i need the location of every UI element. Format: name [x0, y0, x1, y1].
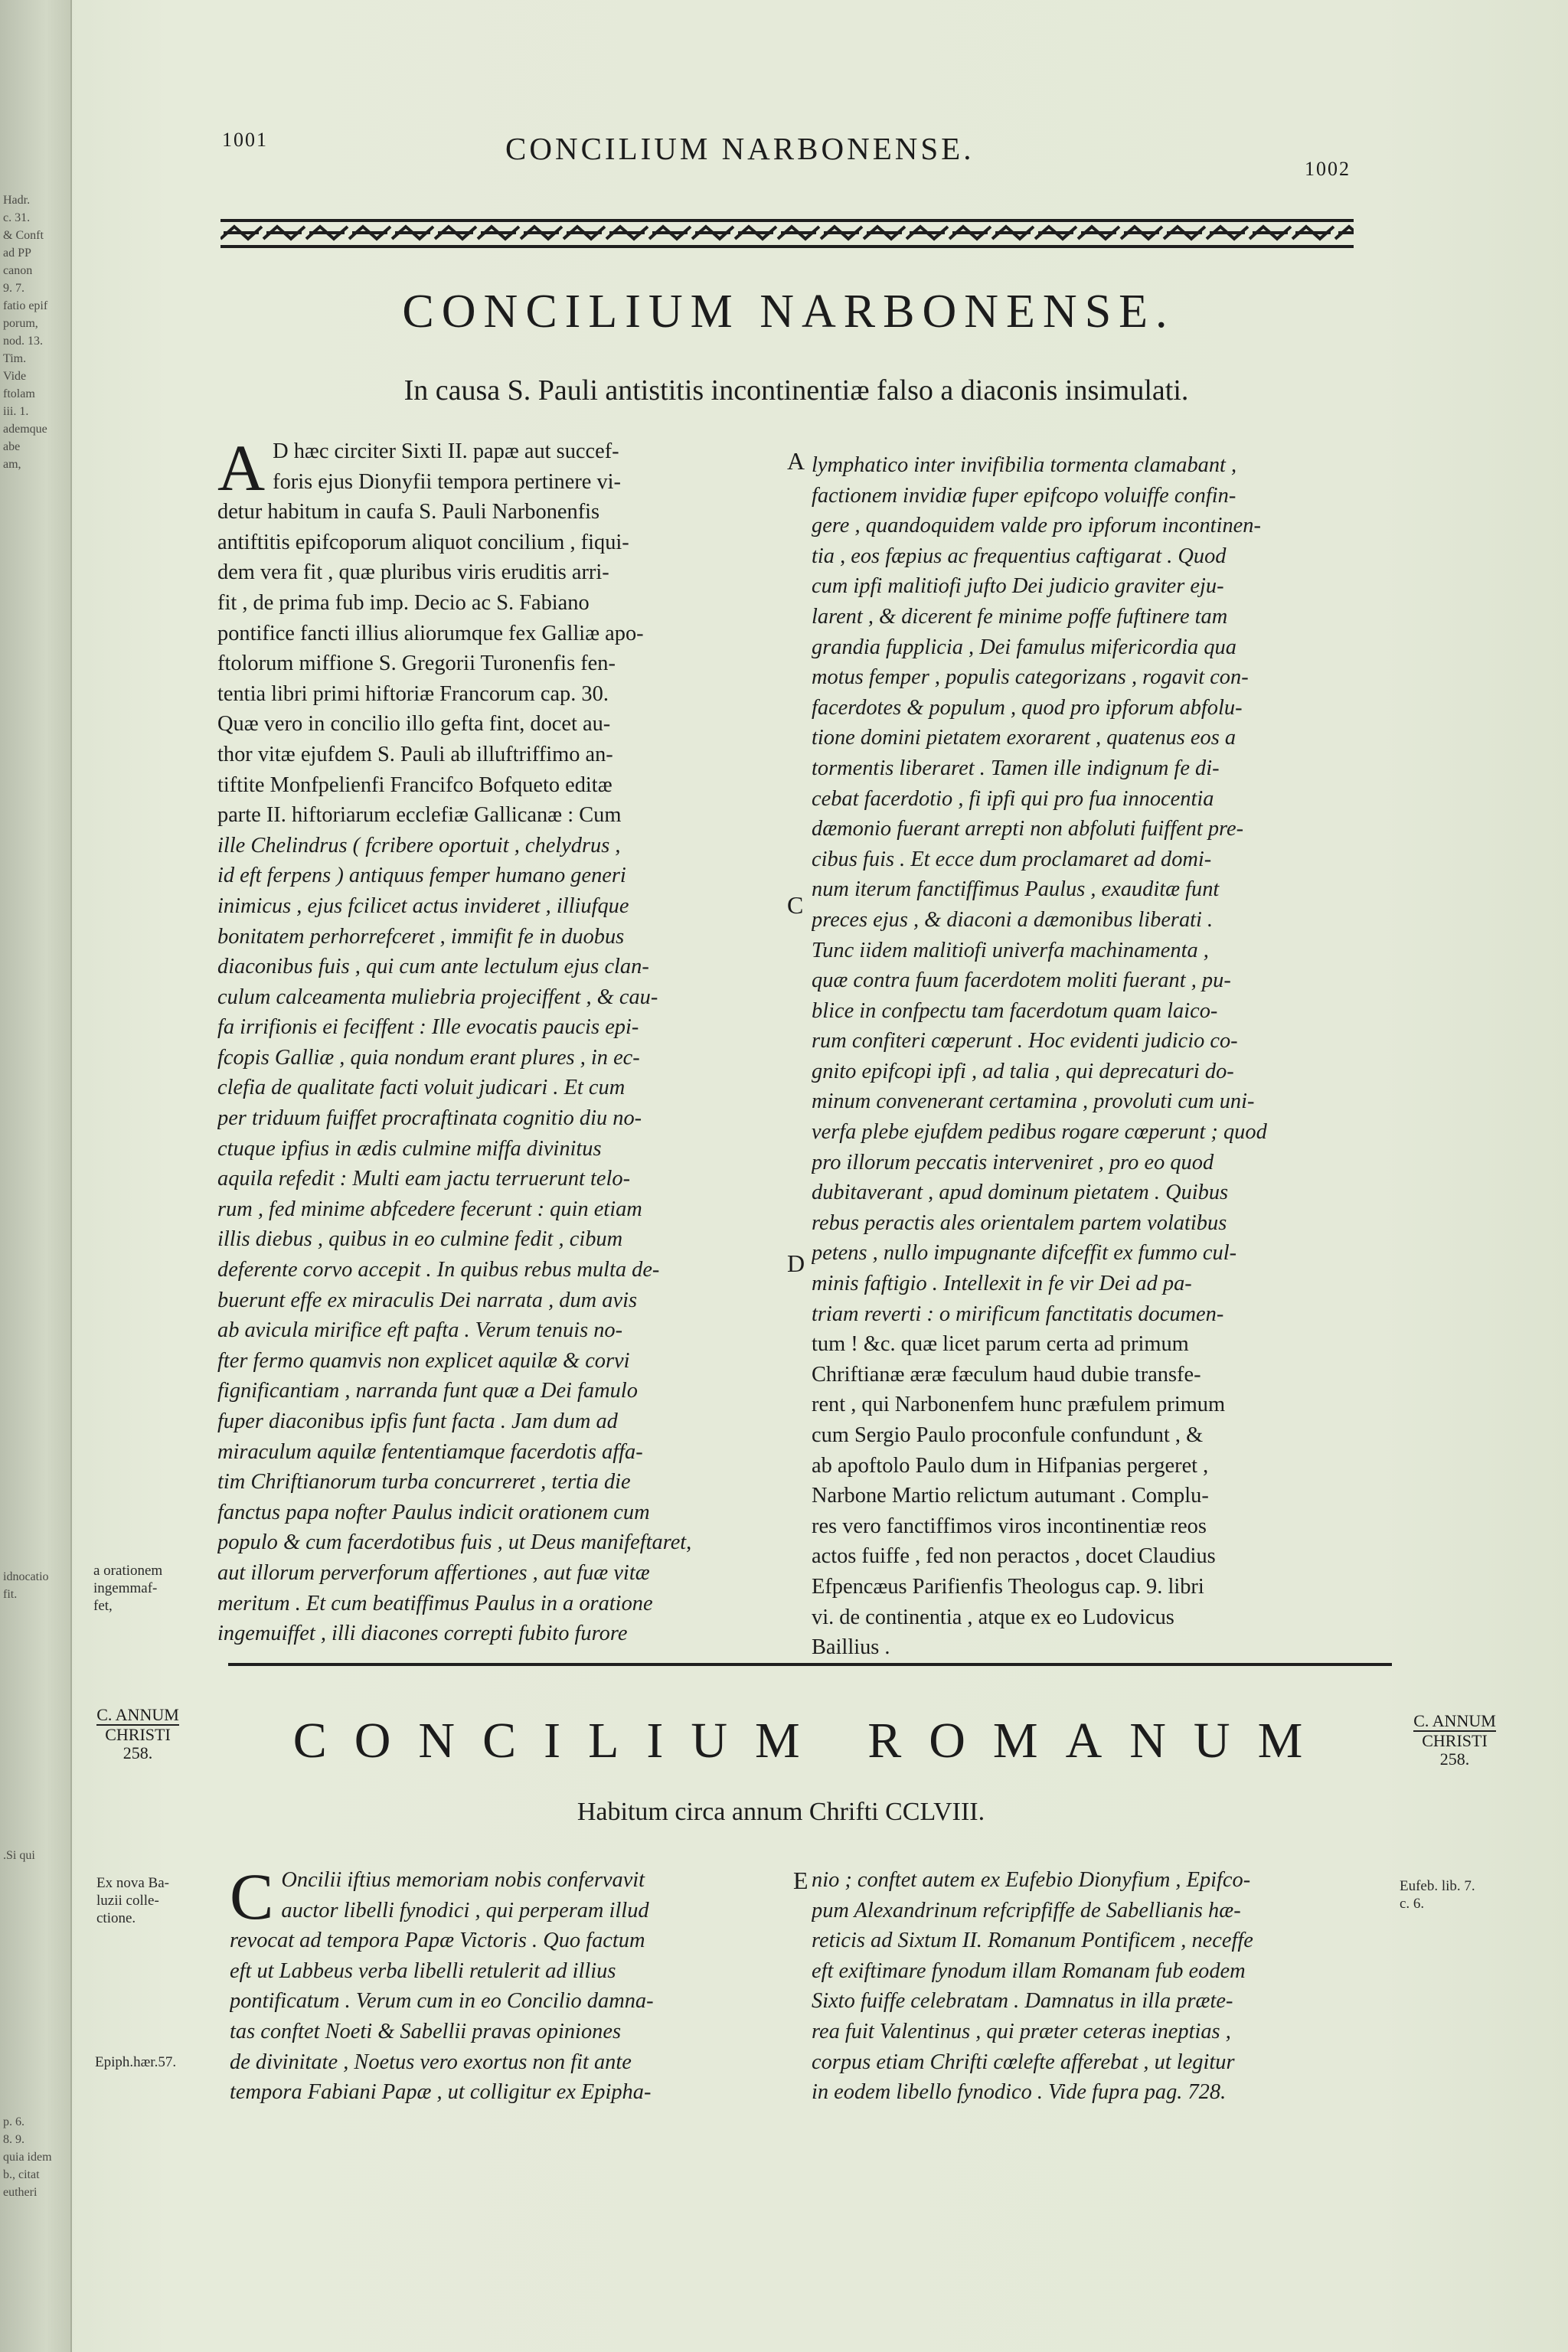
subtitle-prefix: Habitum circa annum Chrifti — [577, 1798, 879, 1826]
bleed-line: b., citat — [3, 2168, 40, 2181]
bleed-line: am, — [3, 458, 21, 471]
text-line: tiftite Monfpelienfi Francifco Bofqueto editæ — [217, 773, 612, 797]
bleed-line: quia idem — [3, 2151, 52, 2164]
text-line: ab apoftolo Paulo dum in Hifpanias pergeret , — [812, 1453, 1209, 1478]
section-title-narbonense: CONCILIUM NARBONENSE. — [402, 286, 1175, 338]
text-line: corpus etiam Chrifti cœlefte afferebat , ut legitur — [812, 2050, 1235, 2074]
text-line: rea fuit Valentinus , qui præter ceteras ineptias , — [812, 2019, 1231, 2043]
margin-note-epiphanius: Epiph.hær.57. — [95, 2054, 177, 2070]
text-line: res vero fanctiffimos viros incontinentiæ reos — [812, 1514, 1207, 1538]
section-letter-a: A — [787, 447, 805, 475]
bleed-line: 9. 7. — [3, 282, 24, 295]
bleed-line: fit. — [3, 1588, 18, 1601]
text-line: ille Chelindrus ( fcribere oportuit , chelydrus , — [217, 833, 621, 858]
narbonense-right-column — [812, 450, 1387, 1663]
text-line: quæ contra fuum facerdotem moliti fuerant , pu- — [812, 969, 1231, 993]
text-line: illis diebus , quibus in eo culmine fedit , cibum — [217, 1227, 623, 1252]
text-line: grandia fupplicia , Dei famulus mifericordia qua — [812, 635, 1236, 659]
margin-note-line: fet, — [93, 1598, 113, 1614]
annum-christi-left — [92, 1706, 184, 1762]
annum-line: C. ANNUM — [1413, 1711, 1496, 1730]
text-line: dubitaverant , apud dominum pietatem . Quibus — [812, 1181, 1229, 1205]
text-line: Chriftianæ æræ fæculum haud dubie transfe- — [812, 1362, 1201, 1387]
text-line: ctuque ipfius in ædis culmine miffa divinitus — [217, 1136, 602, 1161]
margin-note-line: ingemmaf- — [93, 1580, 158, 1596]
text-line: facerdotes & populum , quod pro ipforum abfolu- — [812, 695, 1243, 720]
text-line: dem vera fit , quæ pluribus viris eruditis arri- — [217, 560, 609, 585]
text-line: fa irrifionis ei feciffent : Ille evocatis paucis epi- — [217, 1015, 639, 1040]
bleed-line: Hadr. — [3, 194, 31, 207]
text-line: fit , de prima fub imp. Decio ac S. Fabiano — [217, 590, 590, 615]
romanum-left-column — [230, 1860, 793, 2108]
text-line: motus femper , populis categorizans , rogavit con- — [812, 665, 1249, 690]
text-line: ab avicula mirifice eft pafta . Verum tenuis no- — [217, 1318, 623, 1343]
text-line: fuper diaconibus ipfis funt facta . Jam dum ad — [217, 1410, 618, 1433]
text-line: de divinitate , Noetus vero exortus non fit ante — [230, 2050, 632, 2074]
bleed-line: nod. 13. — [3, 335, 43, 348]
bleed-line: porum, — [3, 317, 38, 330]
text-line: miraculum aquilæ fententiamque facerdotis affa- — [217, 1439, 643, 1464]
text-line: antiftitis epifcoporum aliquot concilium , fiqui- — [217, 530, 629, 554]
text-line: diaconibus fuis , qui cum ante lectulum ejus clan- — [217, 955, 649, 979]
text-line: minum convenerant certamina , provoluti cum uni- — [812, 1089, 1255, 1114]
facing-page-bleed-text-bottom — [3, 2113, 52, 2201]
section-letter-e: E — [793, 1867, 808, 1894]
text-line: eft exiftimare fynodum illam Romanam fub eodem — [812, 1958, 1246, 1983]
margin-note-line: c. 6. — [1400, 1896, 1425, 1912]
text-line: tum ! &c. quæ licet parum certa ad primum — [812, 1332, 1189, 1357]
right-page-number: 1002 — [1305, 158, 1351, 180]
text-line: foris ejus Dionyfii tempora pertinere vi- — [273, 469, 622, 494]
annum-line: CHRISTI — [1422, 1731, 1488, 1750]
text-line: cum Sergio Paulo proconfule confundunt , & — [812, 1423, 1204, 1447]
text-line: lymphatico inter invifibilia tormenta clamabant , — [812, 453, 1237, 477]
annum-line: CHRISTI — [105, 1725, 171, 1744]
text-line: triam reverti : o mirificum fanctitatis documen- — [812, 1302, 1224, 1326]
text-line: Quæ vero in concilio illo gefta fint, docet au- — [217, 712, 611, 737]
bleed-line: canon — [3, 264, 33, 277]
text-line: per triduum fuiffet procraftinata cognitio diu no- — [217, 1106, 642, 1131]
section-divider-rule — [228, 1663, 1392, 1666]
text-line: revocat ad tempora Papæ Victoris . Quo factum — [230, 1929, 645, 1953]
margin-note-line: ctione. — [96, 1910, 136, 1926]
text-line: dæmonio fuerant arrepti non abfoluti fuiffent pre- — [812, 817, 1244, 841]
margin-note-orationem — [93, 1562, 216, 1615]
text-line: populo & cum facerdotibus fuis , ut Deus manifeftaret, — [217, 1530, 692, 1555]
section-subtitle-narbonense: In causa S. Pauli antistitis incontinentiæ falso a diaconis insimulati. — [403, 374, 1189, 407]
text-line: petens , nullo impugnante difceffit ex fummo cul- — [812, 1241, 1237, 1266]
text-line: eft ut Labbeus verba libelli retulerit ad illius — [230, 1958, 616, 1983]
text-line: cum ipfi malitiofi jufto Dei judicio graviter eju- — [812, 574, 1224, 599]
text-line: factionem invidiæ fuper epifcopo voluiffe confin- — [812, 483, 1236, 508]
text-line: id eft ferpens ) antiquus femper humano generi — [217, 864, 626, 888]
narbonense-left-column — [217, 431, 790, 1649]
text-line: tentia libri primi hiftoriæ Francorum cap. 30. — [217, 681, 609, 706]
text-line: reticis ad Sixtum II. Romanum Pontificem , neceffe — [812, 1929, 1253, 1953]
text-line: pontificatum . Verum cum in eo Concilio damna- — [230, 1989, 654, 2014]
text-line: num iterum fanctiffimus Paulus , exauditæ funt — [812, 877, 1220, 902]
text-line: pro illorum peccatis interveniret , pro eo quod — [812, 1150, 1214, 1174]
text-line: fanctus papa nofter Paulus indicit orationem cum — [217, 1500, 650, 1524]
annum-christi-right — [1393, 1712, 1516, 1769]
text-line: Oncilii iftius memoriam nobis confervavit — [281, 1868, 645, 1892]
subtitle-year: CCLVIII. — [885, 1798, 985, 1826]
text-line: deferente corvo accepit . In quibus rebus multa de- — [217, 1258, 660, 1282]
annum-line: 258. — [1439, 1749, 1470, 1769]
margin-note-eusebius — [1400, 1877, 1537, 1913]
text-line: detur habitum in caufa S. Pauli Narbonenfis — [217, 500, 600, 524]
bleed-line: iii. 1. — [3, 405, 29, 418]
facing-page-bleed-text-mid — [3, 1847, 35, 1864]
margin-note-line: luzii colle- — [96, 1893, 159, 1909]
text-line: Narbone Martio relictum autumant . Complu- — [812, 1484, 1209, 1508]
text-line: actos fuiffe , fed non peractos , docet Claudius — [812, 1544, 1216, 1569]
bleed-line: & Conft — [3, 229, 44, 242]
text-line: fcopis Galliæ , quia nondum erant plures , in ec- — [217, 1045, 640, 1070]
text-line: ingemuiffet , illi diacones correpti fubito furore — [217, 1622, 628, 1646]
text-line: rum confiteri cœperunt . Hoc evidenti judicio co- — [812, 1029, 1238, 1054]
margin-note-line: Ex nova Ba- — [96, 1875, 169, 1891]
text-line: auctor libelli fynodici , qui perperam illud — [281, 1898, 649, 1922]
bleed-line: 8. 9. — [3, 2133, 24, 2146]
facing-page-bleed-text-lower — [3, 1568, 49, 1603]
text-line: cibus fuis . Et ecce dum proclamaret ad domi- — [812, 847, 1212, 871]
text-line: gere , quandoquidem valde pro ipforum incontinen- — [812, 514, 1261, 538]
text-line: verfa plebe ejufdem pedibus rogare cœperunt ; quod — [812, 1120, 1267, 1145]
text-line: larent , & dicerent fe minime poffe fuftinere tam — [812, 604, 1228, 629]
text-line: buerunt effe ex miraculis Dei narrata , dum avis — [217, 1288, 638, 1312]
section-subtitle-romanum — [459, 1798, 1102, 1827]
text-line: aut illorum perverforum affertiones , aut fuæ vitæ — [217, 1560, 650, 1585]
text-line: Efpencæus Parifienfis Theologus cap. 9. libri — [812, 1574, 1204, 1599]
text-line: tim Chriftianorum turba concurreret , tertia die — [217, 1470, 631, 1494]
bleed-line: ademque — [3, 423, 47, 436]
drop-cap-a: A — [217, 431, 266, 505]
text-line: parte II. hiftoriarum ecclefiæ Gallicanæ : Cum — [217, 803, 622, 828]
bleed-line: ftolam — [3, 387, 35, 400]
text-line: meritum . Et cum beatiffimus Paulus in a oratione — [217, 1591, 653, 1615]
bleed-line: Vide — [3, 370, 27, 383]
margin-note-baluzii — [96, 1874, 219, 1927]
text-line: tione domini pietatem exorarent , quatenus eos a — [812, 726, 1236, 750]
facing-page-bleed-text — [3, 191, 47, 473]
text-line: fter fermo quamvis non explicet aquilæ & corvi — [217, 1348, 630, 1373]
section-letter-c: C — [787, 891, 804, 919]
text-line: tempora Fabiani Papæ , ut colligitur ex Epipha- — [230, 2080, 652, 2105]
text-line: gnito epifcopi ipfi , ad talia , qui deprecaturi do- — [812, 1059, 1234, 1083]
margin-note-line: Eufeb. lib. 7. — [1400, 1878, 1475, 1894]
bleed-line: .Si qui — [3, 1849, 35, 1862]
text-line: inimicus , ejus fcilicet actus invideret , illiufque — [217, 893, 629, 918]
text-line: cebat facerdotio , fi ipfi qui pro fua innocentia — [812, 786, 1214, 811]
margin-note-line: a orationem — [93, 1563, 163, 1579]
drop-cap-c: C — [230, 1860, 274, 1933]
text-line: rum , fed minime abfcedere fecerunt : quin etiam — [217, 1197, 642, 1221]
text-line: D hæc circiter Sixti II. papæ aut succef- — [273, 439, 619, 463]
bleed-line: ad PP — [3, 247, 31, 260]
annum-line: 258. — [122, 1743, 153, 1762]
bleed-line: eutheri — [3, 2186, 38, 2199]
text-line: rebus peractis ales orientalem partem volatibus — [812, 1210, 1227, 1235]
text-line: fignificantiam , narranda funt quæ a Dei famulo — [217, 1379, 638, 1403]
text-line: pontifice fancti illius aliorumque fex Galliæ apo- — [217, 621, 644, 645]
text-line: tormentis liberaret . Tamen ille indignum fe di- — [812, 756, 1220, 780]
section-title-romanum: CONCILIUM ROMANUM — [292, 1713, 1331, 1769]
ornamental-band — [220, 216, 1354, 251]
bleed-line: c. 31. — [3, 211, 31, 224]
bleed-line: abe — [3, 440, 21, 453]
bleed-line: fatio epif — [3, 299, 48, 312]
running-title: CONCILIUM NARBONENSE. — [505, 131, 975, 166]
text-line: clefia de qualitate facti voluit judicari . Et cum — [217, 1076, 626, 1100]
text-line: tas conftet Noeti & Sabellii pravas opiniones — [230, 2019, 621, 2043]
text-line: blice in confpectu tam facerdotum quam laico- — [812, 998, 1218, 1023]
text-line: ftolorum miffione S. Gregorii Turonenfis fen- — [217, 652, 616, 676]
text-line: tia , eos fæpius ac frequentius caftigarat . Quod — [812, 544, 1227, 568]
text-line: aquila refedit : Multi eam jactu terruerunt telo- — [217, 1167, 631, 1191]
text-line: rent , qui Narbonenfem hunc præfulem primum — [812, 1393, 1226, 1417]
text-line: preces ejus , & diaconi a dæmonibus liberati . — [812, 907, 1214, 932]
romanum-right-column — [812, 1865, 1393, 2108]
text-line: pum Alexandrinum refcripfiffe de Sabellianis hæ- — [812, 1898, 1241, 1922]
text-line: Baillius . — [812, 1635, 890, 1660]
section-letter-d: D — [787, 1250, 805, 1277]
left-page-number: 1001 — [222, 129, 268, 151]
text-line: Tunc iidem malitiofi univerfa machinamenta , — [812, 938, 1209, 962]
text-line: Sixto fuiffe celebratam . Damnatus in illa præte- — [812, 1989, 1233, 2014]
text-line: thor vitæ ejufdem S. Pauli ab illuftriffimo an- — [217, 742, 613, 766]
text-line: vi. de continentia , atque ex eo Ludovicus — [812, 1605, 1174, 1629]
text-line: in eodem libello fynodico . Vide fupra pag. 728. — [812, 2080, 1227, 2105]
annum-line: C. ANNUM — [96, 1705, 179, 1724]
bleed-line: Tim. — [3, 352, 27, 365]
text-line: nio ; conftet autem ex Eufebio Dionyfium , Epifco- — [812, 1868, 1251, 1892]
text-line: bonitatem perhorrefceret , immifit fe in duobus — [217, 924, 625, 949]
text-line: minis faftigio . Intellexit in fe vir Dei ad pa- — [812, 1272, 1192, 1296]
bleed-line: idnocatio — [3, 1570, 49, 1583]
bleed-line: p. 6. — [3, 2115, 24, 2128]
text-line: culum calceamenta muliebria projeciffent , & cau- — [217, 985, 658, 1009]
